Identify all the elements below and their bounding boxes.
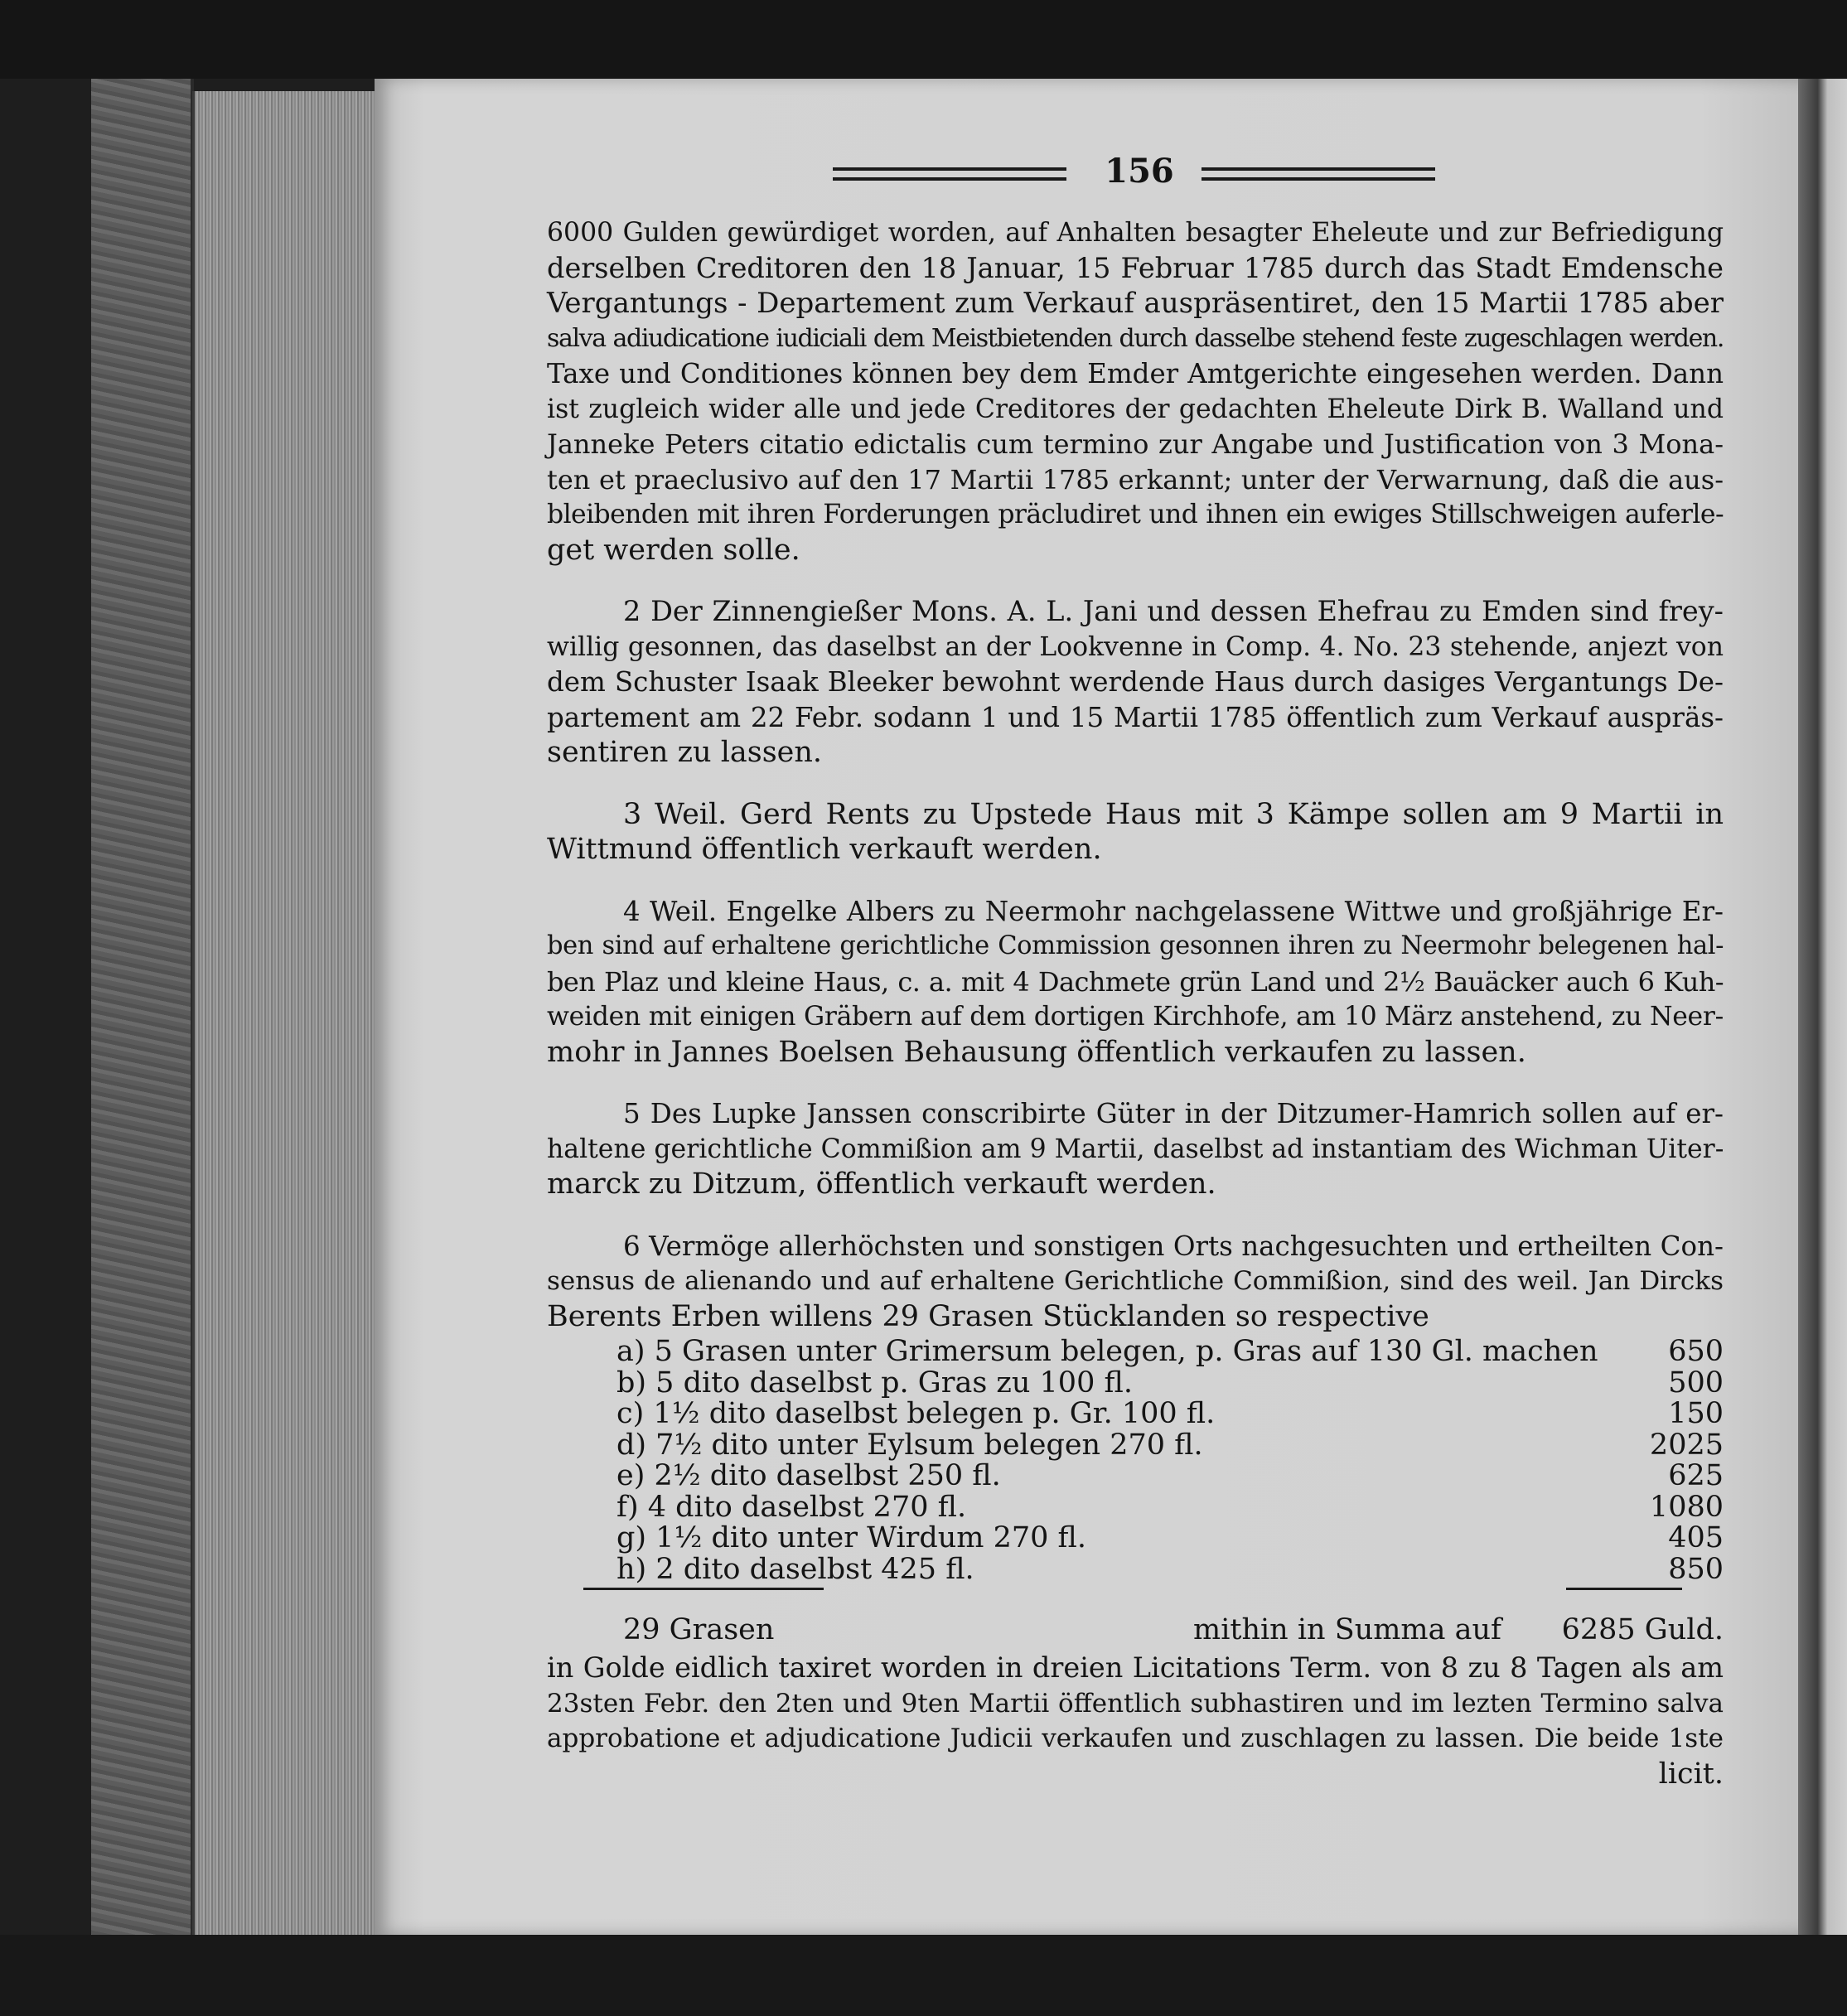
item-amount: 625: [1668, 1459, 1724, 1492]
text-line: sentiren zu lassen.: [547, 736, 823, 769]
text-line: in Golde eidlich taxiret worden in dreien Licitations Term. von 8 zu 8 Tagen als am: [547, 1651, 1724, 1684]
item-amount: 650: [1668, 1335, 1724, 1368]
text-line: mohr in Jannes Boelsen Behausung öffentlich verkaufen zu lassen.: [547, 1035, 1526, 1069]
list-item: [547, 1520, 1724, 1552]
item-description: c) 1½ dito daselbst belegen p. Gr. 100 fl.: [616, 1397, 1216, 1430]
backdrop: [0, 0, 1847, 79]
page-number: 156: [1105, 152, 1174, 191]
bottom-backdrop: [0, 1935, 1847, 2016]
paragraph-1: [547, 215, 1724, 568]
text-line: sensus de alienando und auf erhaltene Gerichtliche Commißion, sind des weil. Jan Dircks: [547, 1266, 1724, 1296]
text-line: dem Schuster Isaak Bleeker bewohnt werdende Haus durch dasiges Vergantungs De-: [547, 666, 1724, 698]
text-line: ben sind auf erhaltene gerichtliche Commission gesonnen ihren zu Neermohr belegenen hal-: [547, 931, 1724, 960]
list-item: [547, 1428, 1724, 1462]
item-description: b) 5 dito daselbst p. Gras zu 100 fl.: [616, 1366, 1133, 1400]
text-line: 4 Weil. Engelke Albers zu Neermohr nachgelassene Wittwe und großjährige Er-: [623, 895, 1724, 927]
item-description: f) 4 dito daselbst 270 fl.: [616, 1490, 967, 1524]
text-line: weiden mit einigen Gräbern auf dem dortigen Kirchhofe, am 10 März anstehend, zu Neer-: [547, 1002, 1724, 1032]
text-line: Janneke Peters citatio edictalis cum termino zur Angabe und Justification von 3 Mona-: [547, 428, 1724, 460]
header-rule-left: [833, 167, 1066, 181]
item-description: h) 2 dito daselbst 425 fl.: [616, 1552, 974, 1586]
item-description: g) 1½ dito unter Wirdum 270 fl.: [616, 1521, 1087, 1554]
closing-paragraph: [547, 1651, 1724, 1757]
text-line: ist zugleich wider alle und jede Creditores der gedachten Eheleute Dirk B. Walland und: [547, 394, 1724, 424]
list-item: [547, 1552, 1724, 1586]
catchword: licit.: [1658, 1757, 1724, 1791]
item-amount: 405: [1668, 1521, 1724, 1554]
total-label: mithin in Summa auf: [1193, 1613, 1501, 1646]
page-content: [547, 149, 1724, 1793]
item-amount: 1080: [1649, 1490, 1724, 1524]
paragraph-6: [547, 1229, 1724, 1335]
text-line: salva adiudicatione iudiciali dem Meistbietenden durch dasselbe stehend feste zugeschlagen werden.: [547, 323, 1724, 353]
text-line: partement am 22 Febr. sodann 1 und 15 Martii 1785 öffentlich zum Verkauf auspräs-: [547, 701, 1724, 733]
total-count: 29 Grasen: [623, 1613, 775, 1646]
page-block-edges: [192, 91, 377, 1939]
item-amount: 500: [1668, 1366, 1724, 1400]
list-item: [547, 1334, 1724, 1366]
list-item: [547, 1490, 1724, 1524]
text-line: Vergantungs - Departement zum Verkauf auspräsentiret, den 15 Martii 1785 aber: [547, 287, 1724, 320]
itemized-list: [547, 1334, 1724, 1586]
text-line: get werden solle.: [547, 533, 800, 567]
item-description: d) 7½ dito unter Eylsum belegen 270 fl.: [616, 1428, 1203, 1462]
total-row: [547, 1612, 1724, 1651]
text-line: marck zu Ditzum, öffentlich verkauft werden.: [547, 1168, 1216, 1201]
running-header: [547, 149, 1724, 215]
header-rule-right: [1202, 167, 1435, 181]
sum-divider: [547, 1583, 1724, 1596]
text-line: 3 Weil. Gerd Rents zu Upstede Haus mit 3 Kämpe sollen am 9 Martii in: [623, 797, 1724, 831]
text-line: ben Plaz und kleine Haus, c. a. mit 4 Dachmete grün Land und 2½ Bauäcker auch 6 Kuh-: [547, 965, 1724, 998]
text-line: 6 Vermöge allerhöchsten und sonstigen Orts nachgesuchten und ertheilten Con-: [623, 1230, 1724, 1262]
text-line: 2 Der Zinnengießer Mons. A. L. Jani und dessen Ehefrau zu Emden sind frey-: [623, 595, 1724, 627]
text-line: derselben Creditoren den 18 Januar, 15 Februar 1785 durch das Stadt Emdensche: [547, 251, 1724, 284]
list-item: [547, 1396, 1724, 1428]
text-line: 23sten Febr. den 2ten und 9ten Martii öffentlich subhastiren und im lezten Termino salva: [547, 1688, 1724, 1719]
text-line: Wittmund öffentlich verkauft werden.: [547, 833, 1102, 866]
item-description: e) 2½ dito daselbst 250 fl.: [616, 1459, 1001, 1492]
item-description: a) 5 Grasen unter Grimersum belegen, p. Gras auf 130 Gl. machen: [616, 1335, 1598, 1368]
item-amount: 850: [1668, 1552, 1724, 1586]
book-gutter: [1798, 79, 1847, 1935]
list-item: [547, 1458, 1724, 1490]
text-line: haltene gerichtliche Commißion am 9 Martii, daselbst ad instantiam des Wichman Uiter-: [547, 1134, 1724, 1164]
total-amount: 6285 Guld.: [1561, 1613, 1724, 1646]
text-line: 6000 Gulden gewürdiget worden, auf Anhalten besagter Eheleute und zur Befriedigung: [547, 218, 1724, 248]
text-line: bleibenden mit ihren Forderungen präcludiret und ihnen ein ewiges Stillschweigen auferle-: [547, 500, 1724, 529]
text-line: Taxe und Conditiones können bey dem Emder Amtgerichte eingesehen werden. Dann: [547, 358, 1724, 389]
sum-rule-left: [583, 1588, 824, 1590]
paragraph-2: [547, 594, 1724, 771]
list-item: [547, 1366, 1724, 1400]
item-amount: 2025: [1649, 1428, 1724, 1462]
text-line: approbatione et adjudicatione Judicii verkaufen und zuschlagen zu lassen. Die beide 1ste: [547, 1724, 1724, 1753]
sum-rule-right: [1566, 1588, 1682, 1590]
paragraph-3: [547, 797, 1724, 868]
paragraph-4: [547, 894, 1724, 1071]
text-line: Berents Erben willens 29 Grasen Stücklanden so respective: [547, 1299, 1429, 1333]
text-line: ten et praeclusivo auf den 17 Martii 1785 erkannt; unter der Verwarnung, daß die aus-: [547, 463, 1724, 496]
book-cover-edge: [91, 79, 194, 1985]
item-amount: 150: [1668, 1397, 1724, 1430]
text-line: 5 Des Lupke Janssen conscribirte Güter in der Ditzumer-Hamrich sollen auf er-: [623, 1098, 1724, 1129]
paragraph-5: [547, 1096, 1724, 1202]
text-line: willig gesonnen, das daselbst an der Lookvenne in Comp. 4. No. 23 stehende, anjezt von: [547, 631, 1724, 662]
